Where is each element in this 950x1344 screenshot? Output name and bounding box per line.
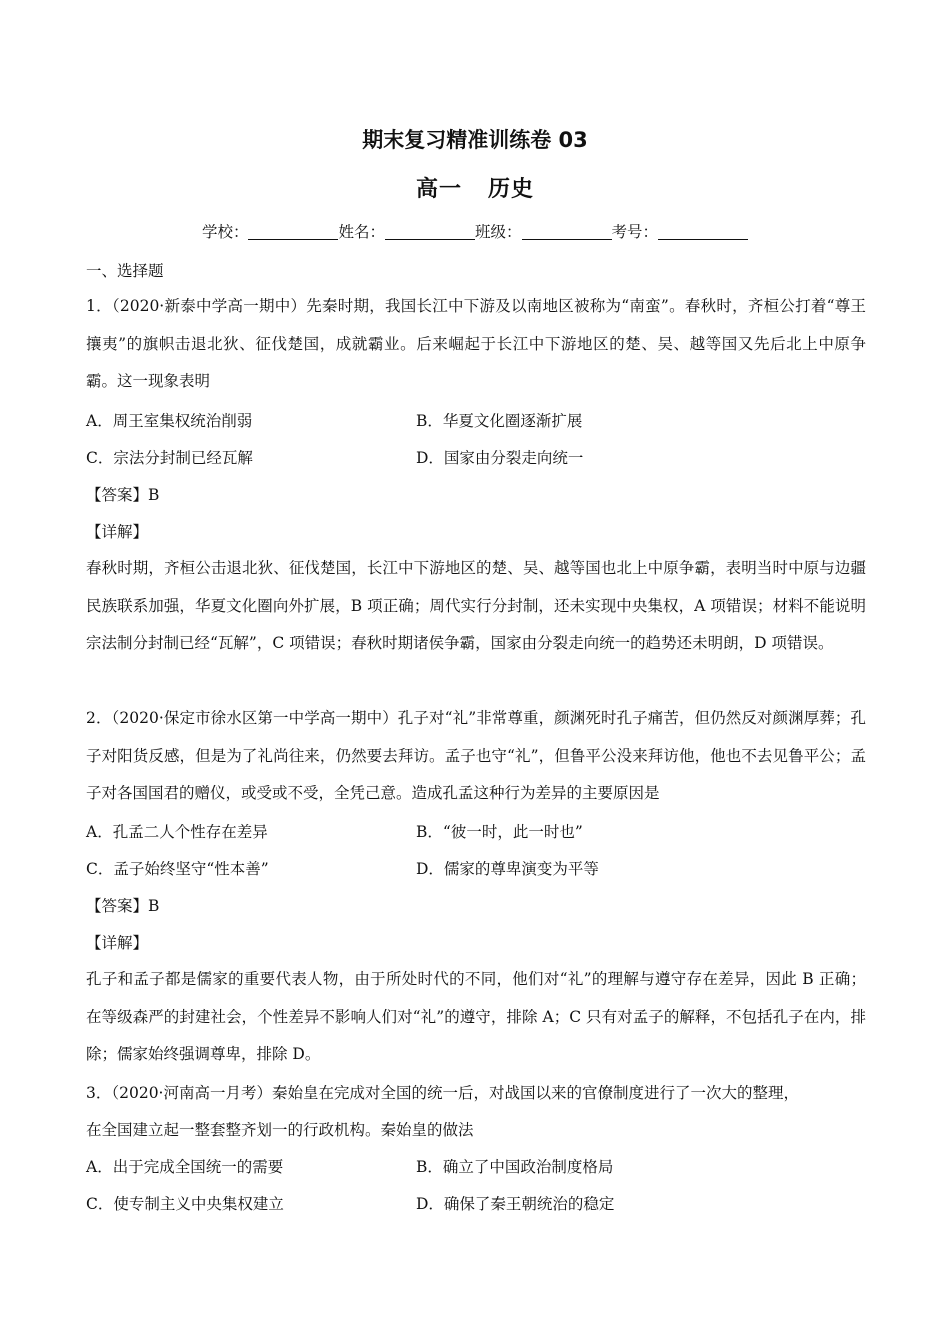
grade-label: 高一	[415, 177, 462, 202]
question-1-detail-label: 【详解】	[86, 523, 149, 541]
question-2-option-d: D．儒家的尊卑演变为平等	[416, 860, 599, 878]
subject-label: 历史	[488, 177, 535, 202]
name-blank	[385, 225, 475, 240]
question-2-stem: 2．（2020·保定市徐水区第一中学高一期中）孔子对“礼”非常尊重，颜渊死时孔子痛苦，但仍然反对颜渊厚葬；孔子对阳货反感，但是为了礼尚往来，仍然要去拜访。孟子也守“礼”，但鲁平公没来拜访他，他也不去见鲁平公；孟子对各国国君的赠仪，或受或不受，全凭己意。造成孔孟这种行为差异的主要原因是	[86, 709, 866, 802]
question-1-option-c: C．宗法分封制已经瓦解	[86, 449, 253, 467]
question-2-detail-label: 【详解】	[86, 934, 149, 952]
page-title: 期末复习精准训练卷 03	[362, 128, 588, 152]
question-1-option-d: D．国家由分裂走向统一	[416, 449, 584, 467]
question-1-detail: 春秋时期，齐桓公击退北狄、征伐楚国，长江中下游地区的楚、吴、越等国也北上中原争霸，表明当时中原与边疆民族联系加强，华夏文化圈向外扩展，B 项正确；周代实行分封制，还未实现中央集权，A 项错误；材料不能说明宗法制分封制已经“瓦解”，C 项错误；春秋时期诸侯争霸，国家由分裂走向统一的趋势还未明朗，D 项错误。	[86, 559, 866, 652]
school-blank	[248, 225, 338, 240]
exam-no-blank	[658, 225, 748, 240]
exam-no-label: 考号：	[611, 223, 659, 241]
class-blank	[522, 225, 612, 240]
question-3-option-b: B．确立了中国政治制度格局	[416, 1158, 614, 1176]
student-info-row	[0, 220, 950, 242]
question-2-answer: 【答案】B	[86, 897, 160, 915]
question-1-stem: 1．（2020·新泰中学高一期中）先秦时期，我国长江中下游及以南地区被称为“南蛮”。春秋时，齐桓公打着“尊王攘夷”的旗帜击退北狄、征伐楚国，成就霸业。后来崛起于长江中下游地区的楚、吴、越等国又先后北上中原争霸。这一现象表明	[86, 297, 866, 390]
class-label: 班级：	[475, 223, 522, 241]
question-1-answer: 【答案】B	[86, 486, 160, 504]
question-3-option-d: D．确保了秦王朝统治的稳定	[416, 1195, 615, 1213]
question-2-option-b: B．“彼一时，此一时也”	[416, 823, 583, 841]
question-3-option-a: A．出于完成全国统一的需要	[86, 1158, 284, 1176]
question-1-option-a: A．周王室集权统治削弱	[86, 412, 253, 430]
question-2-option-c: C．孟子始终坚守“性本善”	[86, 860, 269, 878]
section-heading: 一、选择题	[86, 262, 164, 280]
question-3-option-c: C．使专制主义中央集权建立	[86, 1195, 284, 1213]
name-label: 姓名：	[338, 223, 385, 241]
question-3-stem-line-1: 3．（2020·河南高一月考）秦始皇在完成对全国的统一后，对战国以来的官僚制度进行了一次大的整理，	[86, 1084, 799, 1102]
question-2-detail: 孔子和孟子都是儒家的重要代表人物，由于所处时代的不同，他们对“礼”的理解与遵守存在差异，因此 B 正确；在等级森严的封建社会，个性差异不影响人们对“礼”的遵守，排除 A；C 只有对孟子的解释，不包括孔子在内，排除；儒家始终强调尊卑，排除 D。	[86, 970, 866, 1063]
question-1-option-b: B．华夏文化圈逐渐扩展	[416, 412, 583, 430]
question-2-option-a: A．孔孟二人个性存在差异	[86, 823, 268, 841]
question-3-stem-line-2: 在全国建立起一整套整齐划一的行政机构。秦始皇的做法	[86, 1121, 474, 1139]
school-label: 学校：	[201, 223, 249, 241]
page-subtitle	[0, 172, 950, 203]
